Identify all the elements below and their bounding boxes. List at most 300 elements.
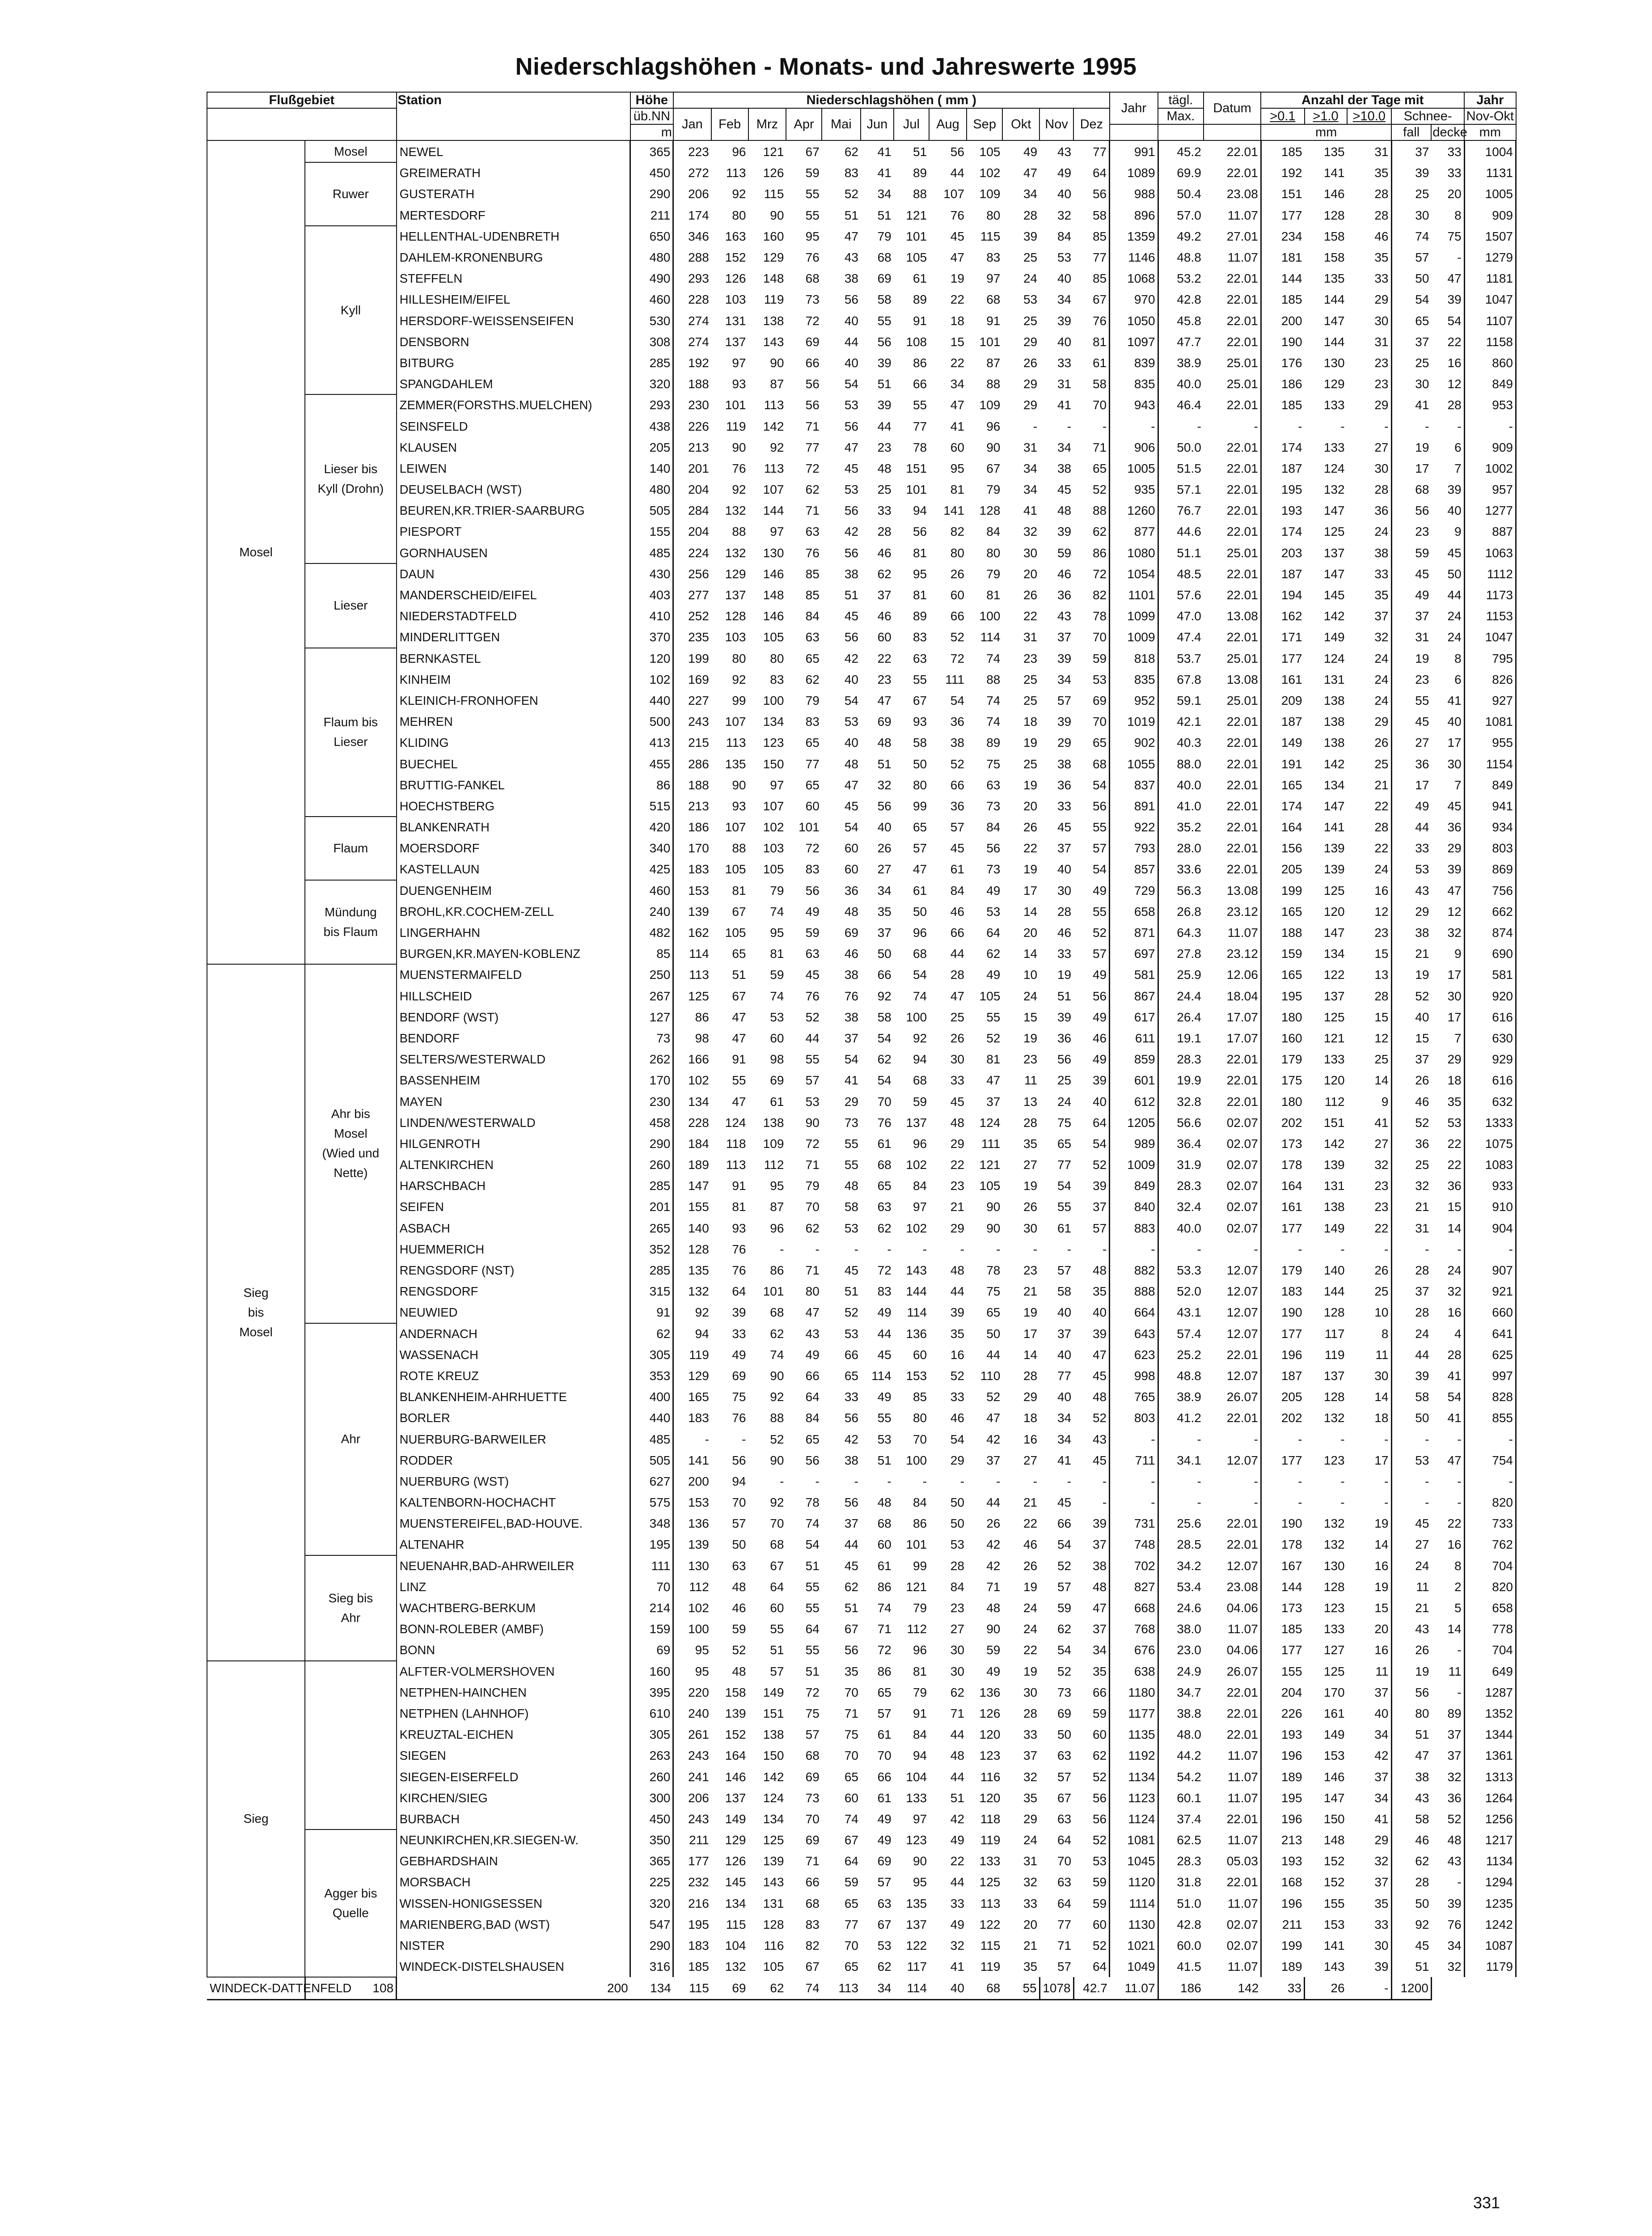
- station-name: BRUTTIG-FANKEL: [397, 775, 630, 796]
- value-cell: -: [1298, 419, 1302, 433]
- value-cell: 42.7: [1073, 1977, 1110, 1999]
- value-cell: 1135: [1110, 1724, 1158, 1745]
- value-cell: 67: [844, 1622, 858, 1636]
- station-name: KLIDING: [397, 732, 630, 753]
- value-cell: 28: [1057, 904, 1072, 919]
- value-cell: 30: [1415, 208, 1429, 222]
- value-cell: 56: [986, 841, 1001, 855]
- value-cell: 25.01: [1204, 373, 1261, 394]
- value-cell: 200: [688, 1474, 709, 1488]
- value-cell: 76: [732, 1263, 746, 1278]
- value-cell: 22.01: [1204, 162, 1261, 183]
- value-cell: 56: [805, 1453, 820, 1467]
- value-cell: 21: [1023, 1495, 1038, 1510]
- value-cell: 121: [1323, 1031, 1345, 1045]
- station-name: NIEDERSTADTFELD: [397, 606, 630, 627]
- value-cell: 53: [1073, 1851, 1110, 1872]
- value-cell: 41: [950, 1960, 964, 1974]
- value-cell: 38.8: [1177, 1706, 1201, 1720]
- value-cell: 34: [1073, 1639, 1110, 1660]
- value-cell: 64: [805, 1622, 820, 1636]
- value-cell: 93: [913, 715, 927, 729]
- station-name: SELTERS/WESTERWALD: [397, 1049, 630, 1070]
- value-cell: 98: [770, 1052, 784, 1067]
- table-row: [207, 753, 1516, 774]
- value-cell: 39: [1073, 1070, 1110, 1091]
- value-cell: 617: [1110, 1007, 1158, 1028]
- value-cell: 1217: [1464, 1829, 1516, 1851]
- value-cell: -: [1347, 1471, 1391, 1492]
- value-cell: 52: [844, 187, 858, 201]
- value-cell: 22.01: [1204, 268, 1261, 289]
- value-cell: 14: [1023, 947, 1038, 961]
- value-cell: -: [1067, 1474, 1072, 1488]
- value-cell: 125: [1323, 525, 1345, 539]
- value-cell: 1279: [1464, 247, 1516, 268]
- value-cell: 11: [1416, 1580, 1429, 1594]
- value-cell: 39: [1431, 479, 1464, 500]
- subbasin-label: Ahr: [341, 1610, 361, 1625]
- value-cell: 51: [1057, 989, 1072, 1003]
- value-cell: 102: [688, 1601, 709, 1615]
- value-cell: 54: [1073, 775, 1110, 796]
- value-cell: 765: [1110, 1386, 1158, 1407]
- value-cell: 2: [1431, 1576, 1464, 1597]
- value-cell: 37: [986, 1094, 1001, 1109]
- basin-label: Mosel: [239, 545, 273, 559]
- value-cell: 38: [1347, 542, 1391, 563]
- value-cell: 1087: [1464, 1935, 1516, 1956]
- value-cell: 77: [805, 757, 820, 771]
- value-cell: 23: [1415, 672, 1429, 686]
- value-cell: -: [887, 1242, 891, 1256]
- value-cell: 28.3: [1177, 1052, 1201, 1067]
- subbasin-cell: [305, 140, 397, 162]
- value-cell: 87: [770, 1200, 784, 1214]
- value-cell: 53: [844, 1326, 858, 1341]
- value-cell: 49.2: [1177, 229, 1201, 243]
- value-cell: 81: [986, 1052, 1001, 1067]
- value-cell: 137: [1323, 1368, 1345, 1383]
- value-cell: 31: [1057, 377, 1072, 391]
- value-cell: 929: [1464, 1049, 1516, 1070]
- header-max-blank: [1158, 124, 1204, 140]
- value-cell: 857: [1110, 859, 1158, 880]
- value-cell: 79: [986, 567, 1001, 581]
- station-name: ALTENKIRCHEN: [397, 1154, 630, 1175]
- value-cell: 28: [1023, 1115, 1038, 1130]
- value-cell: 101: [725, 398, 746, 412]
- value-cell: 410: [630, 606, 673, 627]
- value-cell: 170: [630, 1070, 673, 1091]
- value-cell: 95: [950, 461, 964, 475]
- value-cell: 19: [1023, 1664, 1038, 1678]
- value-cell: 11: [1024, 1073, 1038, 1088]
- value-cell: 138: [1323, 715, 1345, 729]
- value-cell: 227: [688, 693, 709, 707]
- value-cell: 997: [1464, 1365, 1516, 1386]
- value-cell: 16: [1347, 1639, 1391, 1660]
- value-cell: 80: [986, 546, 1001, 560]
- table-row: [207, 964, 1516, 985]
- value-cell: 57: [877, 1706, 891, 1720]
- value-cell: 22: [1431, 1513, 1464, 1534]
- value-cell: 265: [630, 1218, 673, 1239]
- table-row: [207, 1724, 1516, 1745]
- header-jahr: Jahr: [1110, 92, 1158, 124]
- value-cell: 1097: [1110, 331, 1158, 352]
- value-cell: 90: [732, 778, 746, 792]
- value-cell: 1294: [1464, 1872, 1516, 1893]
- value-cell: 32: [1023, 1770, 1038, 1784]
- value-cell: 168: [1281, 1875, 1302, 1889]
- value-cell: 22.01: [1204, 838, 1261, 859]
- value-cell: 92: [695, 1305, 709, 1320]
- value-cell: 83: [844, 166, 858, 180]
- value-cell: 28: [1431, 1344, 1464, 1365]
- value-cell: 86: [877, 1664, 891, 1678]
- value-cell: 293: [688, 271, 709, 286]
- value-cell: 66: [844, 1347, 858, 1362]
- station-name: PIESPORT: [397, 521, 630, 542]
- value-cell: -: [815, 1242, 820, 1256]
- value-cell: 51: [1415, 1960, 1429, 1974]
- value-cell: 13.08: [1204, 880, 1261, 901]
- value-cell: 28: [877, 525, 891, 539]
- value-cell: 988: [1110, 183, 1158, 204]
- value-cell: 955: [1464, 732, 1516, 753]
- value-cell: 59: [986, 1643, 1001, 1657]
- value-cell: 22.01: [1204, 1682, 1261, 1703]
- value-cell: 174: [688, 208, 709, 222]
- value-cell: 26: [950, 1031, 964, 1045]
- value-cell: 143: [1323, 1960, 1345, 1974]
- table-row: [207, 690, 1516, 711]
- value-cell: 95: [913, 567, 927, 581]
- value-cell: 90: [913, 1854, 927, 1868]
- value-cell: 768: [1110, 1618, 1158, 1639]
- value-cell: 1068: [1110, 268, 1158, 289]
- value-cell: 186: [688, 820, 709, 834]
- value-cell: 23: [1347, 373, 1391, 394]
- value-cell: 61: [877, 1791, 891, 1805]
- value-cell: 88: [913, 187, 927, 201]
- value-cell: 152: [725, 1728, 746, 1742]
- value-cell: 68: [1073, 753, 1110, 774]
- value-cell: 96: [986, 419, 1001, 433]
- value-cell: 1075: [1464, 1133, 1516, 1154]
- value-cell: 95: [770, 1179, 784, 1193]
- value-cell: 352: [630, 1239, 673, 1260]
- value-cell: 204: [688, 483, 709, 497]
- value-cell: 91: [630, 1302, 673, 1323]
- value-cell: 22.01: [1204, 289, 1261, 310]
- value-cell: 65: [913, 820, 927, 834]
- value-cell: 37: [1347, 1872, 1391, 1893]
- value-cell: 195: [1281, 1791, 1302, 1805]
- value-cell: 1049: [1110, 1956, 1158, 1977]
- value-cell: 22.01: [1204, 1049, 1261, 1070]
- value-cell: 754: [1464, 1450, 1516, 1471]
- value-cell: 71: [805, 419, 820, 433]
- value-cell: 440: [630, 690, 673, 711]
- value-cell: 24: [1057, 1094, 1072, 1109]
- value-cell: 155: [1323, 1896, 1345, 1910]
- value-cell: 67: [805, 1960, 820, 1974]
- value-cell: 52: [1073, 1829, 1110, 1851]
- value-cell: 18: [1431, 1070, 1464, 1091]
- value-cell: 146: [725, 1770, 746, 1784]
- value-cell: 63: [805, 525, 820, 539]
- value-cell: 83: [805, 715, 820, 729]
- table-row: [207, 986, 1516, 1007]
- value-cell: 22.01: [1204, 563, 1261, 584]
- value-cell: 107: [943, 187, 964, 201]
- value-cell: 02.07: [1204, 1935, 1261, 1956]
- value-cell: 24: [1431, 627, 1464, 648]
- value-cell: 70: [805, 1812, 820, 1826]
- value-cell: 88: [732, 525, 746, 539]
- value-cell: 68: [913, 1073, 927, 1088]
- table-row: [207, 1365, 1516, 1386]
- value-cell: 138: [763, 313, 784, 328]
- value-cell: 59: [1073, 1872, 1110, 1893]
- value-cell: 1158: [1464, 331, 1516, 352]
- value-cell: 44: [877, 419, 891, 433]
- value-cell: 62: [748, 1977, 786, 1999]
- value-cell: 47: [1073, 1597, 1110, 1618]
- value-cell: 65: [1415, 313, 1429, 328]
- value-cell: 149: [1323, 1728, 1345, 1742]
- value-cell: 20: [1023, 1917, 1038, 1931]
- value-cell: 53: [1057, 250, 1072, 265]
- value-cell: 64: [1073, 162, 1110, 183]
- station-name: BERNKASTEL: [397, 648, 630, 669]
- station-name: HILLSCHEID: [397, 986, 630, 1007]
- value-cell: 151: [1323, 1115, 1345, 1130]
- value-cell: 146: [763, 609, 784, 623]
- basin-cell: [207, 140, 305, 964]
- value-cell: 24: [1347, 669, 1391, 690]
- value-cell: 33: [950, 1896, 964, 1910]
- value-cell: 37: [1057, 630, 1072, 644]
- value-cell: 66: [805, 356, 820, 370]
- value-cell: 85: [805, 567, 820, 581]
- value-cell: 117: [907, 1960, 927, 1974]
- value-cell: 54: [877, 1031, 891, 1045]
- value-cell: 54: [844, 377, 858, 391]
- value-cell: 42: [844, 1432, 858, 1446]
- value-cell: 11: [1431, 1661, 1464, 1682]
- value-cell: 883: [1110, 1218, 1158, 1239]
- value-cell: 95: [695, 1664, 709, 1678]
- value-cell: 74: [844, 1812, 858, 1826]
- value-cell: 37: [1073, 1534, 1110, 1555]
- station-name: KINHEIM: [397, 669, 630, 690]
- value-cell: 70: [1057, 1854, 1072, 1868]
- value-cell: 71: [805, 504, 820, 518]
- value-cell: 1005: [1464, 183, 1516, 204]
- value-cell: 131: [725, 313, 746, 328]
- value-cell: 28: [1023, 1706, 1038, 1720]
- table-row: [207, 394, 1516, 415]
- subbasin-cell: [305, 1323, 397, 1555]
- station-name: NISTER: [397, 1935, 630, 1956]
- value-cell: 45: [950, 229, 964, 243]
- value-cell: 177: [1281, 651, 1302, 665]
- value-cell: 22: [1023, 1643, 1038, 1657]
- value-cell: 66: [950, 609, 964, 623]
- value-cell: 52.0: [1177, 1284, 1201, 1299]
- value-cell: 29: [1347, 1829, 1391, 1851]
- table-row: [207, 1956, 1516, 1977]
- station-name: WISSEN-HONIGSESSEN: [397, 1893, 630, 1914]
- value-cell: 178: [1281, 1158, 1302, 1172]
- value-cell: 76: [732, 1242, 746, 1256]
- header-taegl: tägl.: [1158, 92, 1204, 108]
- value-cell: 114: [907, 1305, 927, 1320]
- value-cell: 136: [906, 1326, 927, 1341]
- value-cell: 24.6: [1177, 1601, 1201, 1615]
- table-row: [207, 415, 1516, 436]
- value-cell: 34: [877, 883, 891, 898]
- value-cell: 69: [844, 926, 858, 940]
- value-cell: 41: [950, 419, 964, 433]
- basin-cell: [207, 1661, 305, 1978]
- station-name: WINDECK-DATTENFELD: [207, 1977, 305, 1999]
- value-cell: 1235: [1464, 1893, 1516, 1914]
- value-cell: 120: [979, 1728, 1001, 1742]
- value-cell: 80: [986, 208, 1001, 222]
- value-cell: 12.07: [1204, 1260, 1261, 1281]
- value-cell: 50: [1431, 563, 1464, 584]
- value-cell: 184: [688, 1136, 709, 1151]
- value-cell: 933: [1464, 1175, 1516, 1196]
- value-cell: 53: [877, 1939, 891, 1953]
- value-cell: 123: [906, 1833, 927, 1847]
- station-name: KLAUSEN: [397, 437, 630, 458]
- value-cell: 112: [764, 1158, 784, 1172]
- value-cell: 62: [1415, 1854, 1429, 1868]
- value-cell: 170: [688, 841, 709, 855]
- value-cell: 177: [1281, 1643, 1302, 1657]
- value-cell: 211: [689, 1833, 709, 1847]
- value-cell: 52: [1431, 1808, 1464, 1829]
- value-cell: 71: [844, 1706, 858, 1720]
- station-name: LINGERHAHN: [397, 922, 630, 943]
- value-cell: 84: [805, 1411, 820, 1425]
- value-cell: 92: [732, 187, 746, 201]
- value-cell: 188: [1281, 926, 1302, 940]
- value-cell: 155: [1281, 1664, 1302, 1678]
- station-name: WACHTBERG-BERKUM: [397, 1597, 630, 1618]
- value-cell: 71: [805, 1158, 820, 1172]
- value-cell: 193: [1281, 504, 1302, 518]
- value-cell: 835: [1110, 373, 1158, 394]
- value-cell: 43: [805, 1326, 820, 1341]
- value-cell: 33: [1347, 563, 1391, 584]
- value-cell: 60: [913, 1347, 927, 1362]
- value-cell: 39: [950, 1305, 964, 1320]
- value-cell: 137: [906, 1115, 927, 1130]
- value-cell: 133: [1323, 398, 1345, 412]
- value-cell: 101: [906, 1537, 927, 1552]
- value-cell: 26.07: [1204, 1386, 1261, 1407]
- value-cell: 53: [844, 483, 858, 497]
- value-cell: 26.07: [1204, 1661, 1261, 1682]
- value-cell: 11.07: [1204, 1829, 1261, 1851]
- value-cell: 69: [877, 271, 891, 286]
- value-cell: 896: [1110, 205, 1158, 226]
- value-cell: 581: [1110, 964, 1158, 985]
- value-cell: 58: [913, 736, 927, 750]
- value-cell: 63: [805, 947, 820, 961]
- value-cell: 71: [986, 1580, 1001, 1594]
- value-cell: 38.0: [1177, 1622, 1201, 1636]
- value-cell: 1045: [1110, 1851, 1158, 1872]
- value-cell: 6: [1431, 437, 1464, 458]
- value-cell: 51: [770, 1643, 784, 1657]
- value-cell: 47: [913, 862, 927, 877]
- value-cell: 102: [763, 820, 784, 834]
- value-cell: 153: [906, 1368, 927, 1383]
- value-cell: 79: [986, 483, 1001, 497]
- value-cell: 18: [950, 313, 964, 328]
- value-cell: 18: [1023, 1411, 1038, 1425]
- value-cell: 31: [1347, 140, 1391, 162]
- value-cell: 60: [770, 1601, 784, 1615]
- value-cell: 16: [950, 1347, 964, 1362]
- value-cell: 10: [1023, 968, 1038, 982]
- value-cell: 52: [986, 1390, 1001, 1404]
- value-cell: 67: [1073, 289, 1110, 310]
- value-cell: 58: [877, 292, 891, 307]
- value-cell: 22.01: [1204, 732, 1261, 753]
- value-cell: 146: [1323, 1770, 1345, 1784]
- value-cell: 23: [1023, 1052, 1038, 1067]
- value-cell: 22.01: [1204, 1724, 1261, 1745]
- value-cell: 702: [1110, 1555, 1158, 1576]
- value-cell: 28: [1347, 817, 1391, 838]
- value-cell: 30: [1431, 986, 1464, 1007]
- value-cell: 12: [1431, 901, 1464, 922]
- value-cell: 660: [1464, 1302, 1516, 1323]
- value-cell: 1177: [1110, 1703, 1158, 1724]
- value-cell: 370: [630, 627, 673, 648]
- value-cell: 62: [950, 1685, 964, 1699]
- value-cell: 51: [805, 1558, 820, 1573]
- value-cell: 274: [688, 313, 709, 328]
- value-cell: 45: [1431, 796, 1464, 817]
- value-cell: 39: [1415, 1368, 1429, 1383]
- value-cell: 58: [1073, 373, 1110, 394]
- value-cell: 186: [1158, 1977, 1204, 1999]
- value-cell: 55: [805, 208, 820, 222]
- value-cell: 36.4: [1177, 1136, 1201, 1151]
- value-cell: 223: [688, 144, 709, 159]
- value-cell: 28.5: [1177, 1537, 1201, 1552]
- value-cell: 56.6: [1177, 1115, 1201, 1130]
- value-cell: 31: [1415, 630, 1429, 644]
- value-cell: 25: [1023, 757, 1038, 771]
- value-cell: 38: [1073, 1555, 1110, 1576]
- value-cell: 139: [725, 1706, 746, 1720]
- value-cell: 19: [1023, 1580, 1038, 1594]
- value-cell: -: [1431, 1872, 1464, 1893]
- value-cell: 704: [1464, 1555, 1516, 1576]
- value-cell: 90: [986, 1622, 1001, 1636]
- value-cell: 25: [1415, 187, 1429, 201]
